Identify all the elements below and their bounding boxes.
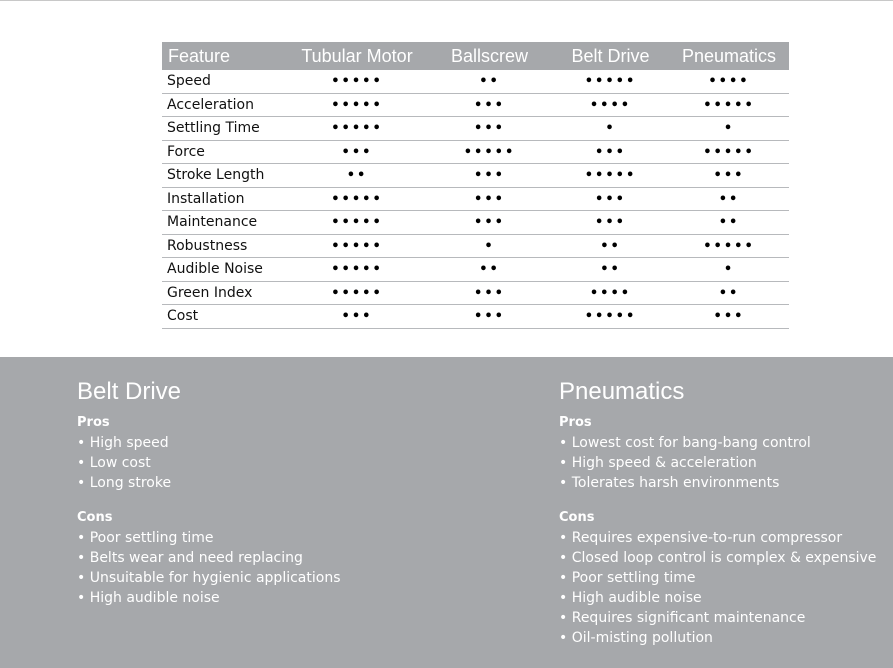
rating-cell-belt-drive <box>552 211 669 235</box>
bullet-icon: • <box>559 570 572 586</box>
list-item <box>77 588 340 608</box>
rating-cell-ballscrew <box>427 305 552 329</box>
table-header <box>162 42 789 70</box>
rating-dots: ••• <box>341 144 373 160</box>
belt-drive-cons-heading: Cons <box>77 510 113 525</box>
table-row <box>162 140 789 164</box>
list-item <box>77 548 340 568</box>
rating-cell-belt-drive <box>552 117 669 141</box>
rating-cell-tubular-motor <box>287 234 427 258</box>
rating-dots: ••••• <box>331 191 383 207</box>
table-row <box>162 211 789 235</box>
rating-dots: ••••• <box>331 121 383 137</box>
rating-dots: ••••• <box>463 144 516 160</box>
rating-cell-pneumatics <box>669 281 789 305</box>
feature-label: Force <box>162 140 287 164</box>
belt-drive-cons-list <box>77 528 340 608</box>
rating-dots: ••••• <box>584 74 637 90</box>
belt-drive-pros-heading: Pros <box>77 415 110 430</box>
list-item <box>559 453 876 473</box>
rating-cell-ballscrew <box>427 140 552 164</box>
list-item <box>77 568 340 588</box>
rating-dots: • <box>723 262 735 278</box>
rating-dots: ••• <box>474 168 505 184</box>
pros-cons-panel <box>0 357 893 668</box>
bullet-icon: • <box>559 550 572 566</box>
rating-cell-belt-drive <box>552 70 669 93</box>
bullet-icon: • <box>559 630 572 646</box>
rating-dots: ••••• <box>331 215 383 231</box>
comparison-table <box>162 42 789 329</box>
list-item-text: Long stroke <box>89 475 172 491</box>
rating-dots: ••• <box>474 121 505 137</box>
rating-cell-belt-drive <box>552 281 669 305</box>
list-item-text: High speed <box>89 435 169 451</box>
rating-dots: • <box>484 238 495 254</box>
rating-cell-tubular-motor <box>287 140 427 164</box>
rating-dots: •••• <box>589 285 632 301</box>
bullet-icon: • <box>77 570 90 586</box>
bullet-icon: • <box>559 435 572 451</box>
rating-cell-pneumatics <box>669 258 789 282</box>
list-item <box>559 628 876 648</box>
header-ballscrew: Ballscrew <box>427 42 552 70</box>
rating-dots: • <box>723 121 735 137</box>
rating-dots: ••• <box>474 309 505 325</box>
rating-cell-tubular-motor <box>287 70 427 93</box>
rating-cell-tubular-motor <box>287 187 427 211</box>
table-row <box>162 187 789 211</box>
feature-label: Settling Time <box>162 117 287 141</box>
feature-label: Installation <box>162 187 287 211</box>
table-row <box>162 117 789 141</box>
rating-cell-belt-drive <box>552 187 669 211</box>
header-row <box>162 42 789 70</box>
rating-dots: ••••• <box>584 309 637 325</box>
rating-cell-pneumatics <box>669 117 789 141</box>
list-item <box>559 588 876 608</box>
rating-dots: •• <box>346 168 368 184</box>
rating-cell-pneumatics <box>669 70 789 93</box>
rating-dots: ••••• <box>331 238 383 254</box>
list-item <box>559 608 876 628</box>
rating-cell-pneumatics <box>669 164 789 188</box>
feature-label: Speed <box>162 70 287 93</box>
list-item <box>77 453 340 473</box>
bullet-icon: • <box>77 435 90 451</box>
list-item-text: Poor settling time <box>571 570 696 586</box>
rating-cell-ballscrew <box>427 93 552 117</box>
bullet-icon: • <box>559 610 572 626</box>
rating-dots: ••••• <box>584 168 637 184</box>
rating-cell-tubular-motor <box>287 305 427 329</box>
list-item-text: Belts wear and need replacing <box>89 550 303 566</box>
list-item <box>559 568 876 588</box>
rating-cell-pneumatics <box>669 140 789 164</box>
list-item <box>559 528 876 548</box>
pneumatics-pros-list <box>559 433 876 493</box>
bullet-icon: • <box>559 590 572 606</box>
header-pneumatics: Pneumatics <box>669 42 789 70</box>
rating-cell-tubular-motor <box>287 93 427 117</box>
rating-dots: •• <box>600 262 621 278</box>
bullet-icon: • <box>77 530 90 546</box>
table-row <box>162 164 789 188</box>
header-tubular-motor: Tubular Motor <box>287 42 427 70</box>
rating-cell-belt-drive <box>552 93 669 117</box>
rating-cell-tubular-motor <box>287 117 427 141</box>
rating-dots: •••• <box>589 97 632 113</box>
rating-cell-belt-drive <box>552 140 669 164</box>
rating-dots: ••• <box>341 309 373 325</box>
rating-cell-pneumatics <box>669 187 789 211</box>
bullet-icon: • <box>77 550 90 566</box>
feature-label: Cost <box>162 305 287 329</box>
rating-cell-pneumatics <box>669 305 789 329</box>
feature-label: Stroke Length <box>162 164 287 188</box>
rating-dots: ••• <box>713 309 745 325</box>
rating-cell-pneumatics <box>669 234 789 258</box>
rating-dots: ••• <box>474 285 505 301</box>
list-item-text: Lowest cost for bang-bang control <box>571 435 811 451</box>
rating-dots: ••••• <box>703 144 755 160</box>
rating-dots: ••••• <box>331 97 383 113</box>
rating-cell-tubular-motor <box>287 211 427 235</box>
list-item <box>77 473 340 493</box>
rating-dots: ••• <box>595 191 626 207</box>
list-item <box>559 548 876 568</box>
rating-cell-ballscrew <box>427 187 552 211</box>
rating-cell-ballscrew <box>427 234 552 258</box>
rating-dots: ••••• <box>703 238 755 254</box>
rating-dots: •• <box>718 191 740 207</box>
pneumatics-pros-heading: Pros <box>559 415 592 430</box>
bullet-icon: • <box>559 530 572 546</box>
rating-dots: ••••• <box>703 97 755 113</box>
list-item-text: Unsuitable for hygienic applications <box>89 570 341 586</box>
list-item-text: Low cost <box>89 455 151 471</box>
list-item <box>559 473 876 493</box>
pneumatics-cons-heading: Cons <box>559 510 595 525</box>
header-feature: Feature <box>162 42 287 70</box>
rating-dots: •• <box>479 74 500 90</box>
belt-drive-pros-list <box>77 433 340 493</box>
list-item-text: Poor settling time <box>89 530 214 546</box>
list-item <box>559 433 876 453</box>
bullet-icon: • <box>77 455 90 471</box>
list-item-text: Tolerates harsh environments <box>571 475 780 491</box>
list-item-text: High audible noise <box>571 590 702 606</box>
feature-label: Green Index <box>162 281 287 305</box>
rating-dots: •• <box>718 215 740 231</box>
pneumatics-cons-list <box>559 528 876 648</box>
bullet-icon: • <box>77 475 90 491</box>
table-row <box>162 281 789 305</box>
rating-cell-belt-drive <box>552 164 669 188</box>
header-belt-drive: Belt Drive <box>552 42 669 70</box>
feature-label: Acceleration <box>162 93 287 117</box>
rating-dots: ••• <box>595 215 626 231</box>
rating-dots: ••• <box>474 215 505 231</box>
belt-drive-section <box>77 377 340 608</box>
rating-dots: •• <box>479 262 500 278</box>
rating-cell-ballscrew <box>427 211 552 235</box>
table-row <box>162 258 789 282</box>
rating-cell-belt-drive <box>552 305 669 329</box>
list-item-text: Requires expensive-to-run compressor <box>571 530 843 546</box>
list-item-text: Closed loop control is complex & expensive <box>571 550 877 566</box>
rating-cell-ballscrew <box>427 281 552 305</box>
rating-dots: ••• <box>713 168 745 184</box>
rating-cell-belt-drive <box>552 258 669 282</box>
rating-cell-tubular-motor <box>287 281 427 305</box>
bullet-icon: • <box>77 590 90 606</box>
rating-dots: • <box>605 121 616 137</box>
comparison-table-container <box>162 42 789 329</box>
list-item <box>77 528 340 548</box>
rating-dots: ••••• <box>331 262 383 278</box>
rating-dots: ••••• <box>331 285 383 301</box>
list-item <box>77 433 340 453</box>
feature-label: Audible Noise <box>162 258 287 282</box>
list-item-text: High audible noise <box>89 590 220 606</box>
bullet-icon: • <box>559 475 572 491</box>
list-item-text: High speed & acceleration <box>571 455 757 471</box>
rating-dots: •• <box>718 285 740 301</box>
rating-cell-belt-drive <box>552 234 669 258</box>
list-item-text: Requires significant maintenance <box>571 610 806 626</box>
rating-cell-ballscrew <box>427 258 552 282</box>
rating-cell-pneumatics <box>669 93 789 117</box>
bullet-icon: • <box>559 455 572 471</box>
table-row <box>162 305 789 329</box>
rating-cell-pneumatics <box>669 211 789 235</box>
rating-dots: •• <box>600 238 621 254</box>
table-row <box>162 234 789 258</box>
rating-cell-ballscrew <box>427 164 552 188</box>
pneumatics-section <box>559 377 876 648</box>
feature-label: Maintenance <box>162 211 287 235</box>
rating-cell-ballscrew <box>427 70 552 93</box>
rating-cell-tubular-motor <box>287 258 427 282</box>
pneumatics-title: Pneumatics <box>559 378 685 405</box>
rating-dots: ••• <box>474 97 505 113</box>
belt-drive-title: Belt Drive <box>77 378 182 405</box>
rating-dots: ••• <box>474 191 505 207</box>
feature-label: Robustness <box>162 234 287 258</box>
rating-dots: ••••• <box>331 74 383 90</box>
table-row <box>162 93 789 117</box>
list-item-text: Oil-misting pollution <box>571 630 713 646</box>
table-body <box>162 70 789 328</box>
rating-dots: •••• <box>708 74 750 90</box>
rating-cell-ballscrew <box>427 117 552 141</box>
rating-cell-tubular-motor <box>287 164 427 188</box>
rating-dots: ••• <box>595 144 626 160</box>
top-divider <box>0 0 893 1</box>
table-row <box>162 70 789 93</box>
